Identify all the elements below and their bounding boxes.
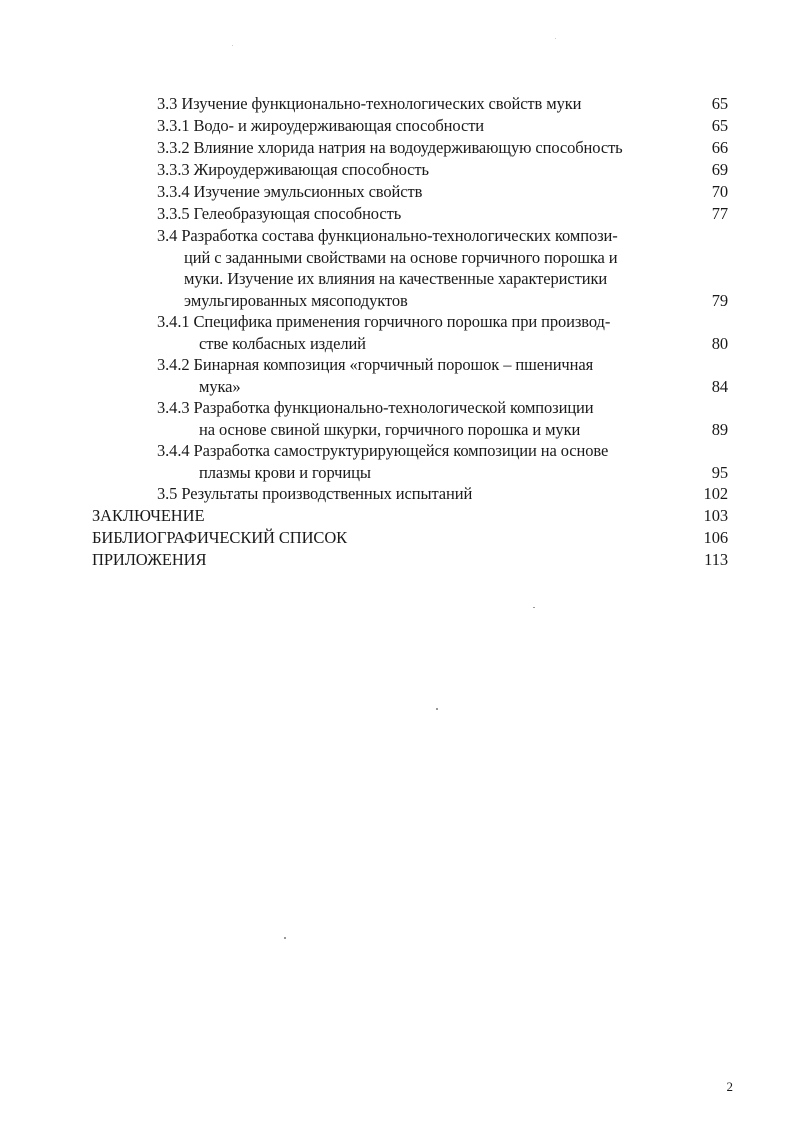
toc-entry-3-4-1[interactable] xyxy=(157,311,728,354)
toc-entry-title: 3.4.4 Разработка самоструктурирующейся композиции на основе плазмы крови и горчицы xyxy=(157,441,609,482)
toc-entry-page: 70 xyxy=(711,182,728,201)
toc-entry-page: 84 xyxy=(711,376,728,396)
scan-speck xyxy=(436,708,438,710)
page-number: 2 xyxy=(726,1079,733,1094)
toc-entry-3-3-3[interactable] xyxy=(157,159,728,181)
toc-entry-title: БИБЛИОГРАФИЧЕСКИЙ СПИСОК xyxy=(92,528,348,547)
scan-speck xyxy=(284,937,286,939)
toc-entry-3-3-4[interactable] xyxy=(157,181,728,203)
toc-entry-title: ПРИЛОЖЕНИЯ xyxy=(92,550,207,569)
toc-entry-title: 3.4.3 Разработка функционально-технологической композиции на основе свиной шкурки, горчичного порошка и муки xyxy=(157,398,594,439)
toc-entry-bibliography[interactable] xyxy=(92,527,728,549)
toc-entry-3-5[interactable] xyxy=(157,483,728,505)
toc-entry-page: 106 xyxy=(703,528,728,547)
toc-entry-title: 3.3.1 Водо- и жироудерживающая способности xyxy=(157,116,485,135)
toc-entry-title: ЗАКЛЮЧЕНИЕ xyxy=(92,506,205,525)
toc-entry-title: 3.3.2 Влияние хлорида натрия на водоудерживающую способность xyxy=(157,138,623,157)
toc-entry-page: 79 xyxy=(711,290,728,310)
scan-speck xyxy=(555,38,556,39)
toc-entry-title: 3.4.2 Бинарная композиция «горчичный порошок – пшеничная мука» xyxy=(157,355,594,396)
toc-entry-page: 66 xyxy=(711,138,728,157)
toc-entry-title: 3.3.5 Гелеобразующая способность xyxy=(157,204,402,223)
scan-speck xyxy=(533,607,535,608)
toc-entry-page: 65 xyxy=(711,94,728,113)
toc-entry-page: 80 xyxy=(711,333,728,353)
toc-entry-page: 69 xyxy=(711,160,728,179)
toc-entry-conclusion[interactable] xyxy=(92,505,728,527)
toc-entry-title: 3.3.4 Изучение эмульсионных свойств xyxy=(157,182,423,201)
toc-entry-title: 3.5 Результаты производственных испытаний xyxy=(157,484,473,503)
toc-entry-3-4[interactable] xyxy=(157,225,728,311)
toc-entry-3-3-2[interactable] xyxy=(157,137,728,159)
toc-entry-page: 103 xyxy=(703,506,728,525)
toc-entry-3-3[interactable] xyxy=(157,93,728,115)
toc-entry-page: 89 xyxy=(711,419,728,439)
toc-entry-page: 65 xyxy=(711,116,728,135)
toc-entry-appendices[interactable] xyxy=(92,549,728,571)
toc-entry-page: 77 xyxy=(711,204,728,223)
toc-entry-title: 3.4 Разработка состава функционально-технологических компози- ций с заданными свойствами на основе горчичного порошка и муки. Изучение их влияния на качественные характеристики эмульгированных мясоподуктов xyxy=(157,226,618,310)
toc-entry-page: 95 xyxy=(711,462,728,482)
toc-entry-3-3-5[interactable] xyxy=(157,203,728,225)
toc-entry-3-4-2[interactable] xyxy=(157,354,728,397)
toc-entry-page: 113 xyxy=(704,550,728,569)
toc-entry-title: 3.3 Изучение функционально-технологических свойств муки xyxy=(157,94,582,113)
toc-entry-page: 102 xyxy=(703,484,728,503)
scan-speck xyxy=(232,45,233,46)
toc-entry-3-4-4[interactable] xyxy=(157,440,728,483)
toc-entry-3-4-3[interactable] xyxy=(157,397,728,440)
toc-entry-3-3-1[interactable] xyxy=(157,115,728,137)
toc-entry-title: 3.3.3 Жироудерживающая способность xyxy=(157,160,429,179)
toc-entry-title: 3.4.1 Специфика применения горчичного порошка при производ- стве колбасных изделий xyxy=(157,312,611,353)
